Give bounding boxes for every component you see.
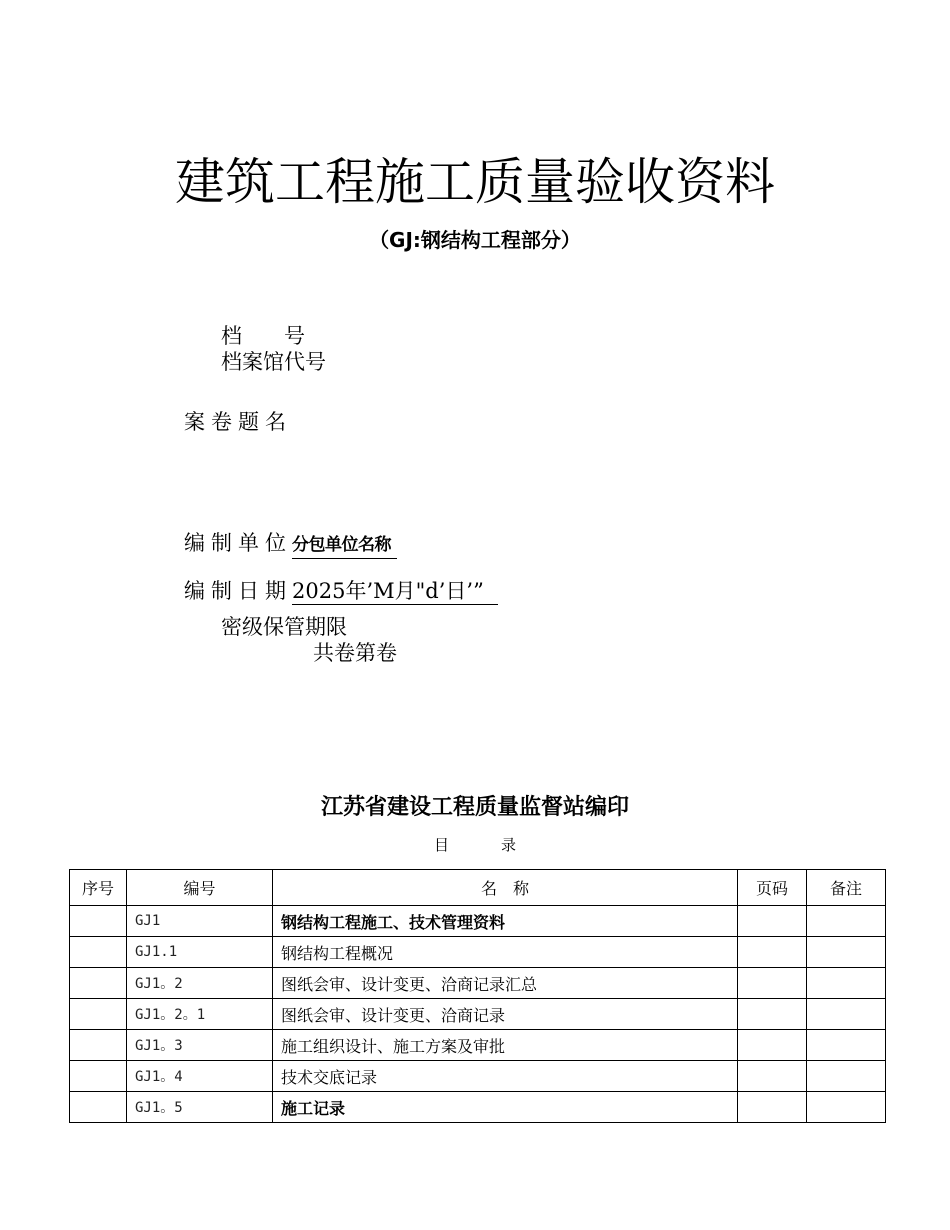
toc-heading bbox=[0, 835, 950, 855]
code-cell: GJ1。3 bbox=[127, 1030, 273, 1061]
remark-cell bbox=[807, 906, 886, 937]
column-header-name: 名 称 bbox=[273, 870, 738, 906]
code-cell: GJ1。2 bbox=[127, 968, 273, 999]
toc-heading-right: 录 bbox=[501, 836, 517, 854]
code-cell: GJ1.1 bbox=[127, 937, 273, 968]
compiler-unit-label: 编制单位 bbox=[184, 531, 292, 555]
secret-period-label: 密级保管期限 bbox=[221, 615, 347, 639]
toc-heading-left: 目 bbox=[433, 836, 449, 854]
name-cell: 图纸会审、设计变更、洽商记录 bbox=[273, 999, 738, 1030]
table-row bbox=[70, 1092, 886, 1123]
publisher-name: 江苏省建设工程质量监督站编印 bbox=[320, 795, 629, 820]
remark-cell bbox=[807, 1092, 886, 1123]
remark-cell bbox=[807, 937, 886, 968]
table-row bbox=[70, 937, 886, 968]
compile-date-label: 编制日期 bbox=[184, 579, 292, 603]
document-title: 建筑工程施工质量验收资料 bbox=[175, 153, 775, 211]
column-header-page: 页码 bbox=[738, 870, 807, 906]
page-cell bbox=[738, 999, 807, 1030]
volume-count-label: 共卷第卷 bbox=[313, 641, 397, 665]
compile-date-value: 2025年’M月"d’日’” bbox=[292, 578, 498, 605]
page-cell bbox=[738, 1030, 807, 1061]
table-row bbox=[70, 906, 886, 937]
name-cell: 钢结构工程概况 bbox=[273, 937, 738, 968]
name-cell: 钢结构工程施工、技术管理资料 bbox=[273, 906, 738, 937]
remark-cell bbox=[807, 1061, 886, 1092]
table-row bbox=[70, 999, 886, 1030]
column-header-seq: 序号 bbox=[70, 870, 127, 906]
compiler-unit-row bbox=[184, 530, 397, 559]
column-header-remark: 备注 bbox=[807, 870, 886, 906]
seq-cell bbox=[70, 1092, 127, 1123]
toc-header-row bbox=[70, 870, 886, 906]
seq-cell bbox=[70, 968, 127, 999]
archive-number-label: 档 号 bbox=[221, 324, 305, 348]
volume-title-label: 案卷题名 bbox=[184, 410, 292, 434]
remark-cell bbox=[807, 1030, 886, 1061]
seq-cell bbox=[70, 937, 127, 968]
code-cell: GJ1。4 bbox=[127, 1061, 273, 1092]
page-cell bbox=[738, 1061, 807, 1092]
column-header-code: 编号 bbox=[127, 870, 273, 906]
table-row bbox=[70, 1061, 886, 1092]
remark-cell bbox=[807, 999, 886, 1030]
name-cell: 施工记录 bbox=[273, 1092, 738, 1123]
page-cell bbox=[738, 937, 807, 968]
page-cell bbox=[738, 968, 807, 999]
name-cell: 施工组织设计、施工方案及审批 bbox=[273, 1030, 738, 1061]
code-cell: GJ1。5 bbox=[127, 1092, 273, 1123]
code-cell: GJ1。2。1 bbox=[127, 999, 273, 1030]
toc-table bbox=[69, 869, 886, 1123]
page-cell bbox=[738, 1092, 807, 1123]
remark-cell bbox=[807, 968, 886, 999]
seq-cell bbox=[70, 1030, 127, 1061]
toc-body bbox=[70, 906, 886, 1123]
code-cell: GJ1 bbox=[127, 906, 273, 937]
page-cell bbox=[738, 906, 807, 937]
compiler-unit-value: 分包单位名称 bbox=[292, 532, 397, 559]
archive-code-label: 档案馆代号 bbox=[221, 350, 326, 374]
table-row bbox=[70, 1030, 886, 1061]
name-cell: 图纸会审、设计变更、洽商记录汇总 bbox=[273, 968, 738, 999]
table-row bbox=[70, 968, 886, 999]
document-subtitle: （GJ:钢结构工程部分） bbox=[369, 228, 581, 252]
seq-cell bbox=[70, 906, 127, 937]
seq-cell bbox=[70, 999, 127, 1030]
seq-cell bbox=[70, 1061, 127, 1092]
name-cell: 技术交底记录 bbox=[273, 1061, 738, 1092]
compile-date-row bbox=[184, 578, 498, 605]
